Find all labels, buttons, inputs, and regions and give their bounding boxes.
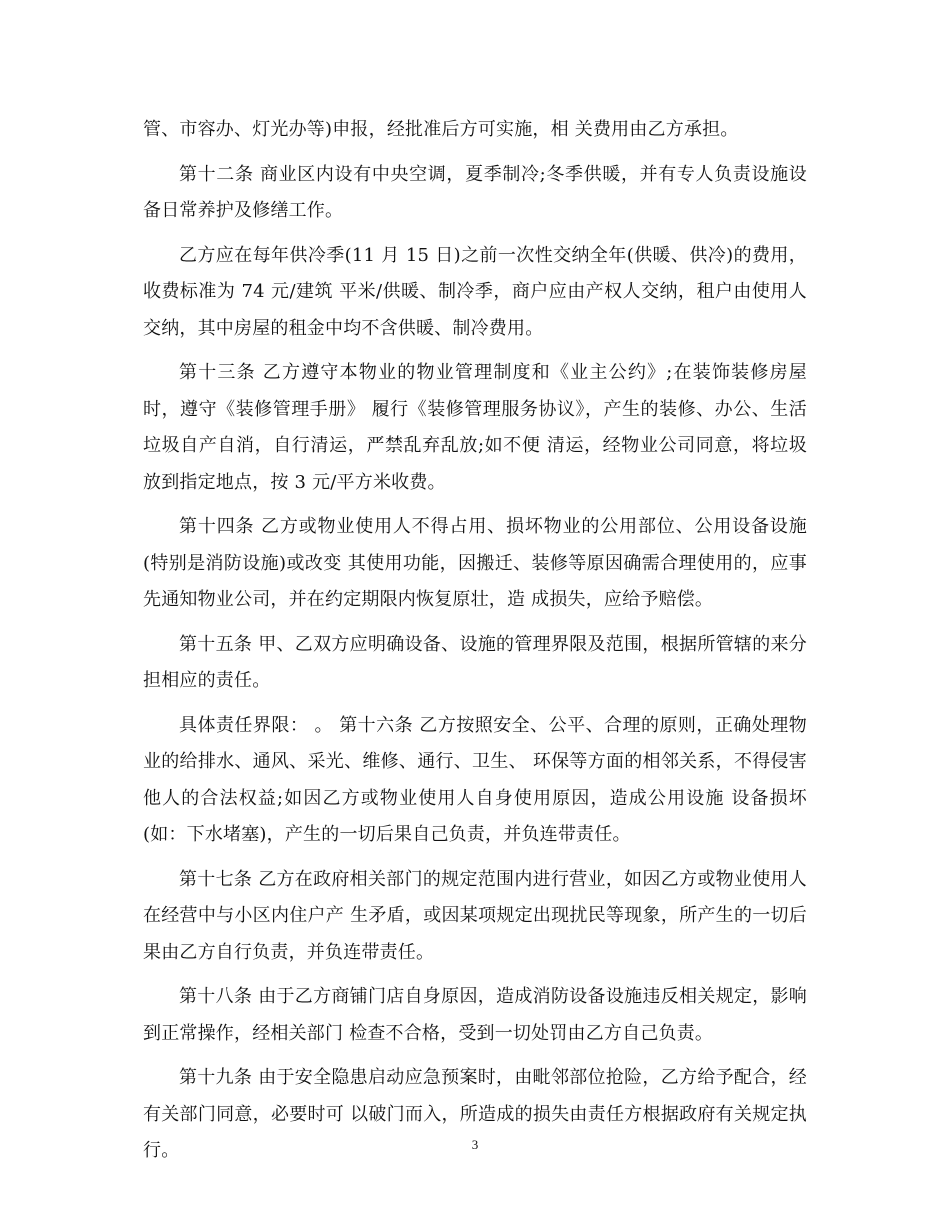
paragraph-cooling-fee: 乙方应在每年供冷季(11 月 15 日)之前一次性交纳全年(供暖、供冷)的费用，收费标准为 74 元/建筑 平米/供暖、制冷季，商户应由产权人交纳，租户由使用人交纳，其中房屋的租金中均不含供暖、制冷费用。	[143, 244, 807, 339]
page-number: 3	[471, 1137, 479, 1152]
paragraph-article-16: 具体责任界限： 。 第十六条 乙方按照安全、公平、合理的原则，正确处理物业的给排水、通风、采光、维修、通行、卫生、 环保等方面的相邻关系，不得侵害他人的合法权益;如因乙方或物业使用人自身使用原因，造成公用设施 设备损坏(如：下水堵塞)，产生的一切后果自己负责，并负连带责任。	[143, 714, 807, 845]
document-body	[143, 112, 807, 1178]
paragraph-continuation: 管、市容办、灯光办等)申报，经批准后方可实施，相 关费用由乙方承担。	[143, 119, 739, 140]
paragraph-article-19: 第十九条 由于安全隐患启动应急预案时，由毗邻部位抢险，乙方给予配合，经有关部门同意，必要时可 以破门而入，所造成的损失由责任方根据政府有关规定执行。	[143, 1067, 807, 1161]
paragraph-article-15: 第十五条 甲、乙双方应明确设备、设施的管理界限及范围，根据所管辖的来分担相应的责任。	[143, 633, 807, 691]
paragraph-article-18: 第十八条 由于乙方商铺门店自身原因，造成消防设备设施违反相关规定，影响到正常操作，经相关部门 检查不合格，受到一切处罚由乙方自己负责。	[143, 986, 807, 1044]
paragraph-article-14: 第十四条 乙方或物业使用人不得占用、损坏物业的公用部位、公用设备设施(特别是消防设施)或改变 其使用功能，因搬迁、装修等原因确需合理使用的，应事先通知物业公司，并在约定期限内恢复原壮，造 成损失，应给予赔偿。	[143, 516, 807, 610]
paragraph-article-13: 第十三条 乙方遵守本物业的物业管理制度和《业主公约》;在装饰装修房屋时，遵守《装修管理手册》 履行《装修管理服务协议》，产生的装修、办公、生活垃圾自产自消，自行清运，严禁乱弃乱放;如不便 清运，经物业公司同意，将垃圾放到指定地点，按 3 元/平方米收费。	[143, 362, 807, 493]
paragraph-article-12: 第十二条 商业区内设有中央空调，夏季制冷;冬季供暖，并有专人负责设施设备日常养护及修缮工作。	[143, 163, 807, 221]
paragraph-article-17: 第十七条 乙方在政府相关部门的规定范围内进行营业，如因乙方或物业使用人在经营中与小区内住户产 生矛盾，或因某项规定出现扰民等现象，所产生的一切后果由乙方自行负责，并负连带责任。	[143, 868, 807, 963]
